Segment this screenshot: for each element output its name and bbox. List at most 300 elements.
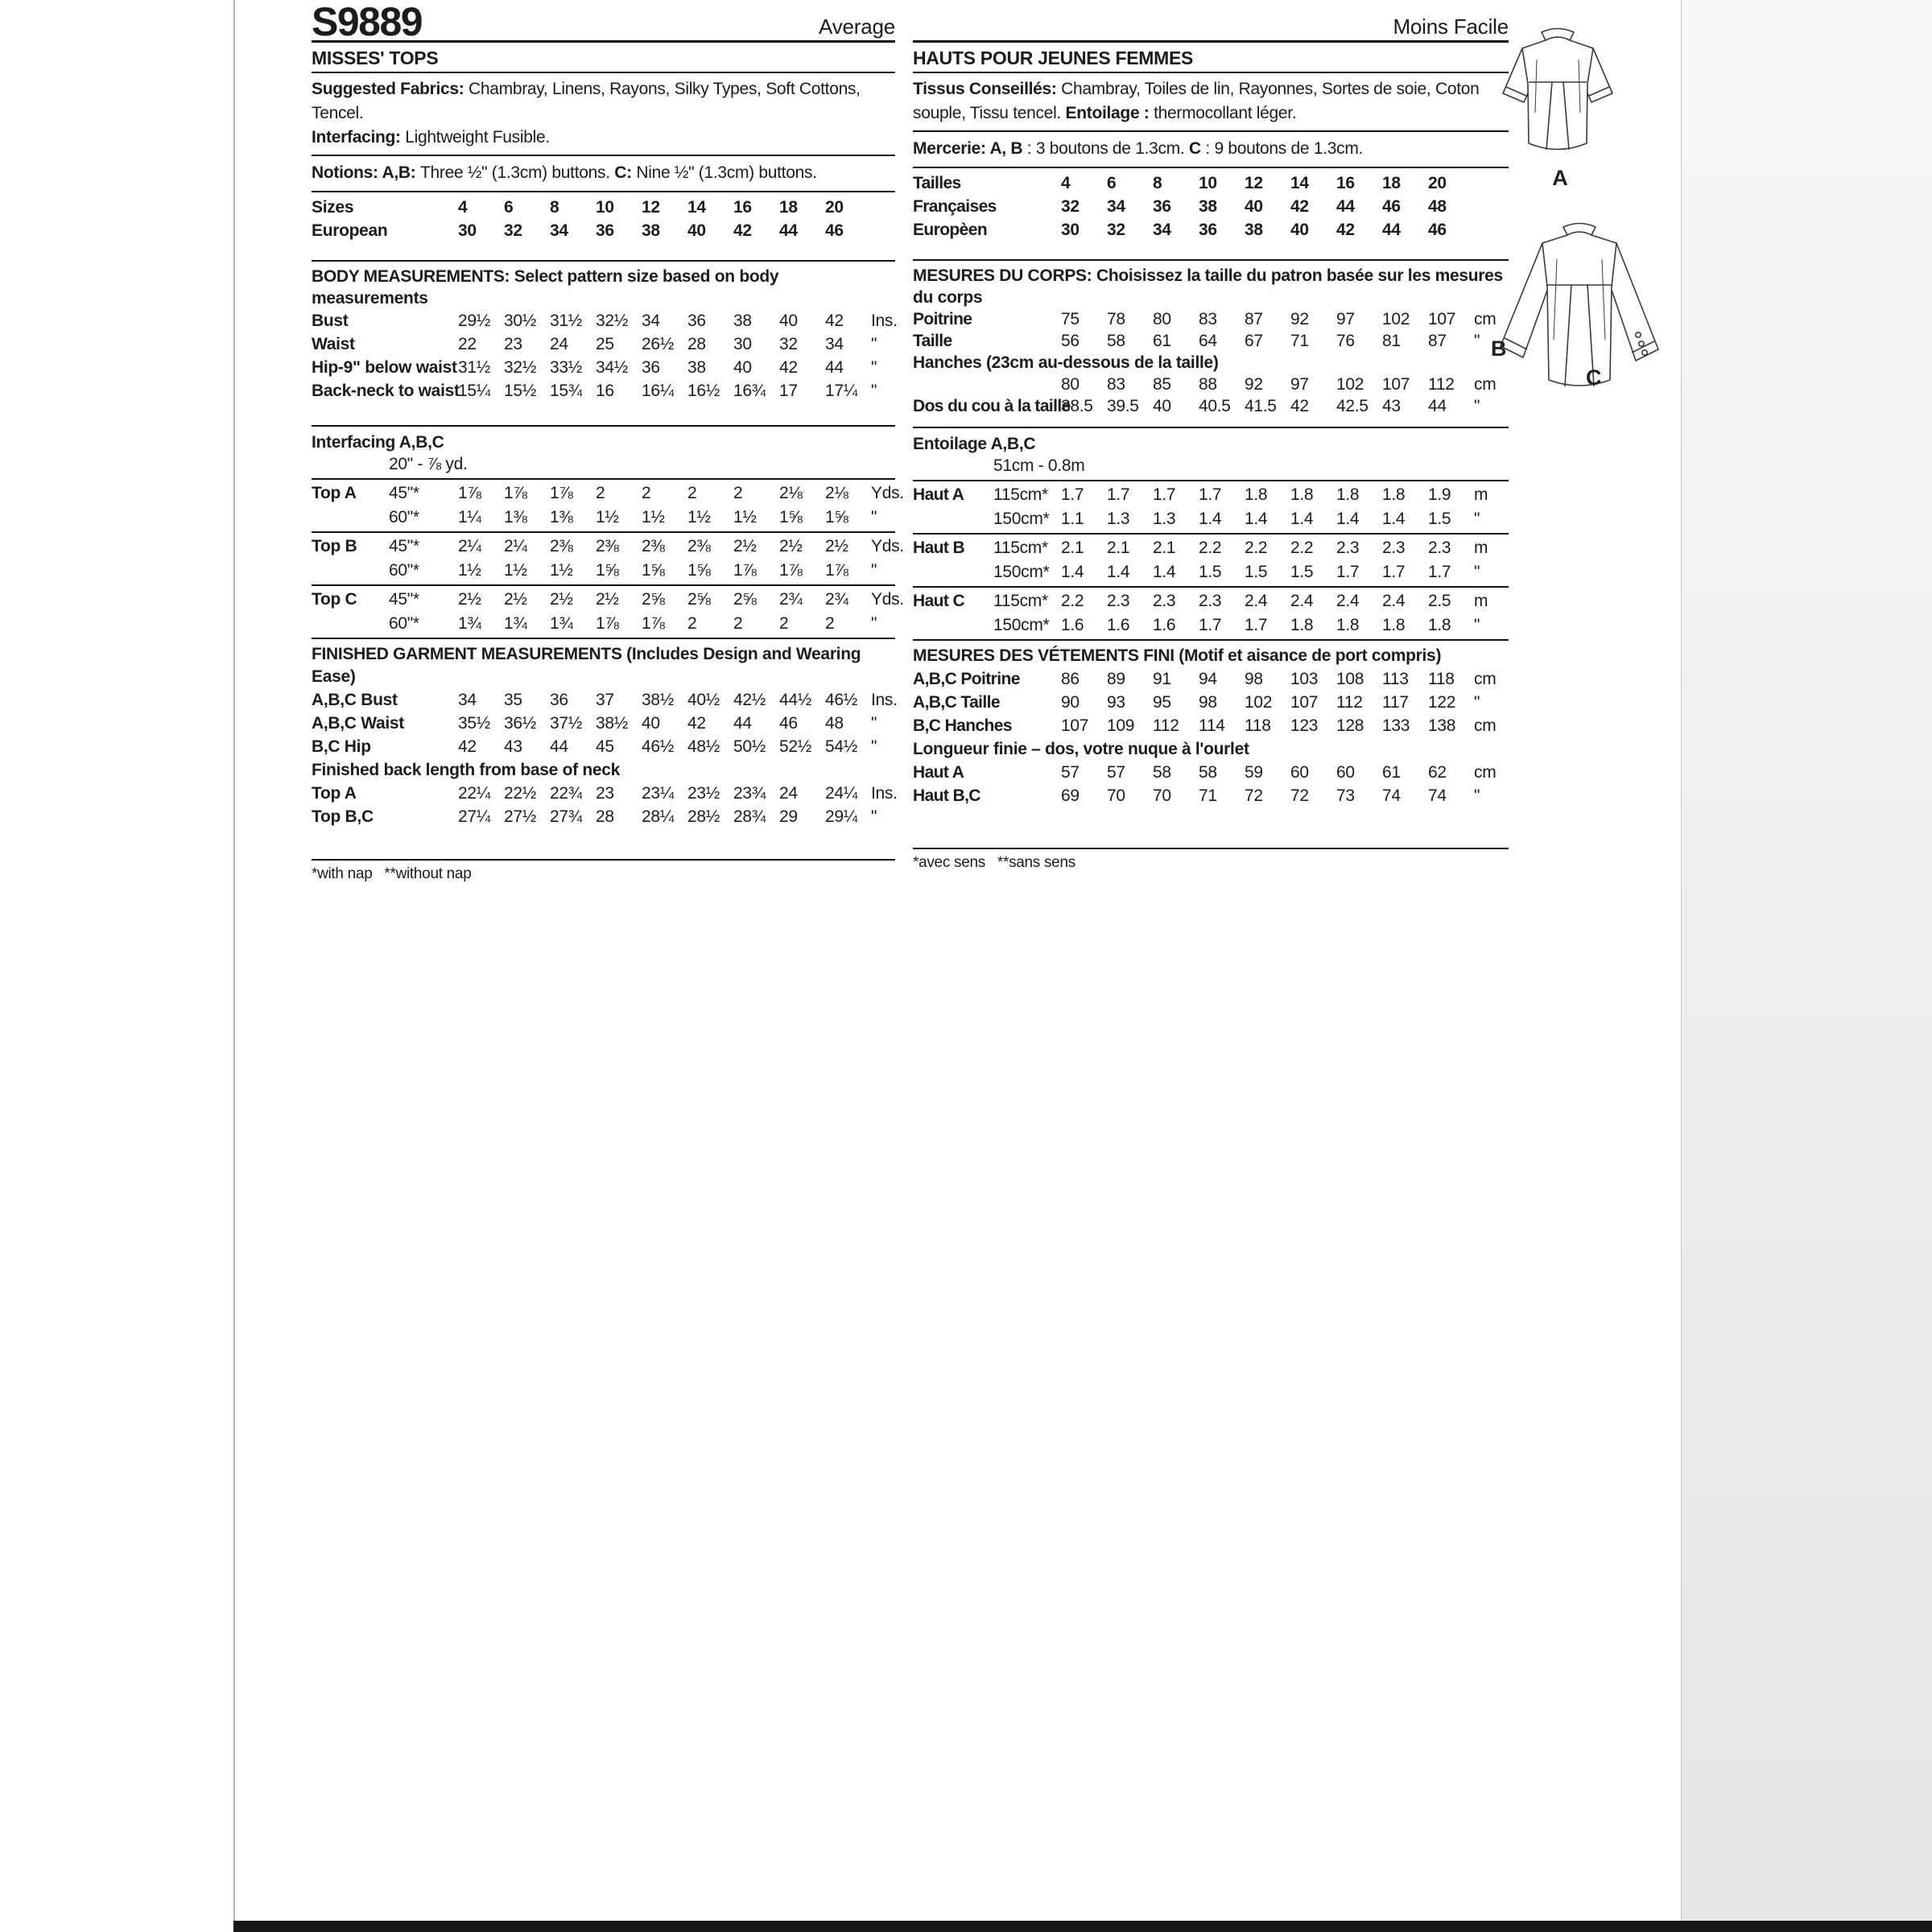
cell-value: 58 (1107, 332, 1125, 350)
cell-value: 61 (1153, 332, 1171, 350)
cell-value: 122 (1428, 693, 1456, 712)
table-row (913, 667, 1509, 691)
cell-value: 1.8 (1428, 616, 1451, 634)
cell-value: 2⅛ (825, 484, 848, 502)
cell-value: 1⅞ (504, 484, 527, 502)
cell-value: 1.6 (1107, 616, 1130, 634)
cell-value: 1⅞ (550, 484, 573, 502)
table-row (312, 379, 895, 402)
cell-value: 38 (1199, 197, 1217, 216)
cell-value: 80 (1061, 375, 1080, 394)
cell-value: 40 (733, 358, 752, 377)
cell-value: 40 (1153, 397, 1171, 415)
cell-value: 60 (1290, 763, 1309, 782)
cell-value: 107 (1428, 310, 1456, 328)
cell-value: 2¾ (825, 590, 848, 609)
interfacing-label: Interfacing: (312, 128, 406, 147)
cell-unit: " (1474, 563, 1480, 581)
cell-value: 1.7 (1199, 485, 1222, 504)
cell-value: 31½ (550, 312, 582, 330)
table-row (312, 196, 895, 219)
row-width-label: 115cm* (993, 485, 1048, 504)
fabrics-block-en (312, 73, 895, 156)
cell-value: 75 (1061, 310, 1080, 328)
cell-value: 2.3 (1336, 539, 1360, 557)
cell-value: 112 (1336, 693, 1363, 712)
cell-value: 30 (458, 221, 477, 240)
tissus-text: Chambray, Toiles de lin, Rayonnes, Sortes de soie, Coton souple, Tissu tencel. (913, 80, 1480, 122)
cell-value: 1.5 (1245, 563, 1268, 581)
cell-value: 71 (1199, 786, 1217, 805)
cell-value: 2.4 (1382, 592, 1406, 610)
cell-value: 42 (825, 312, 844, 330)
sizes-table-fr (913, 168, 1509, 242)
cell-value: 97 (1336, 310, 1355, 328)
cell-value: 1.8 (1382, 485, 1406, 504)
cell-value: 69 (1061, 786, 1080, 805)
cell-value: 2⅜ (642, 537, 665, 555)
body-measurements-title-en: BODY MEASUREMENTS: Select pattern size based on body measurements (312, 267, 779, 308)
cell-value: 67 (1245, 332, 1263, 350)
row-label: Top B,C (312, 807, 374, 826)
cell-value: 1.5 (1199, 563, 1222, 581)
cell-value: 22¾ (550, 784, 582, 803)
row-width-label: 60"* (389, 508, 419, 526)
row-label: A,B,C Waist (312, 714, 404, 733)
table-row (913, 374, 1509, 395)
cell-value: 2⅜ (687, 537, 711, 555)
cell-unit: " (871, 358, 877, 377)
figure-label-b: B (1491, 336, 1507, 361)
body-measurements-table-fr (913, 308, 1509, 417)
cell-value: 1.4 (1199, 510, 1222, 528)
cell-value: 36 (687, 312, 706, 330)
cell-value: 86 (1061, 670, 1080, 688)
garment-view-a-illustration (1493, 23, 1622, 171)
cell-value: 102 (1245, 693, 1273, 712)
page-left-edge-line (233, 0, 235, 1932)
table-row (913, 483, 1509, 507)
cell-value: 1.7 (1428, 563, 1451, 581)
cell-value: 16 (733, 198, 752, 217)
cell-value: 36 (550, 691, 568, 709)
cell-value: 1.7 (1199, 616, 1222, 634)
cell-value: 10 (596, 198, 614, 217)
cell-value: 94 (1199, 670, 1217, 688)
cell-value: 117 (1382, 693, 1409, 712)
cell-value: 22 (458, 335, 477, 353)
entoilage-yield-row-fr (913, 455, 1509, 481)
table-row (312, 612, 895, 636)
cell-value: 32 (779, 335, 798, 353)
cell-value: 38 (1245, 221, 1263, 239)
cell-value: 35½ (458, 714, 490, 733)
cell-unit: " (871, 335, 877, 353)
cell-value: 58 (1153, 763, 1171, 782)
cell-value: 23¼ (642, 784, 674, 803)
cell-value: 46 (825, 221, 844, 240)
cell-unit: " (871, 561, 877, 580)
cell-value: 39.5 (1107, 397, 1139, 415)
cell-value: 32 (1107, 221, 1125, 239)
row-label: B,C Hanches (913, 716, 1012, 735)
cell-value: 58 (1199, 763, 1217, 782)
cell-value: 87 (1428, 332, 1447, 350)
table-row (913, 613, 1509, 638)
cell-value: 118 (1245, 716, 1271, 735)
cell-value: 123 (1290, 716, 1319, 735)
table-row (312, 782, 898, 805)
difficulty-fr: Moins Facile (1393, 14, 1509, 39)
table-row (913, 308, 1509, 330)
back-length-title-en: Finished back length from base of neck (312, 761, 621, 779)
cell-value: 2½ (504, 590, 527, 609)
cell-value: 28 (687, 335, 706, 353)
cell-value: 40 (687, 221, 706, 240)
cell-value: 73 (1336, 786, 1355, 805)
cell-value: 108 (1336, 670, 1364, 688)
fabrics-text: Chambray, Linens, Rayons, Silky Types, Soft Cottons, Tencel. (312, 80, 861, 122)
cell-value: 85 (1153, 375, 1171, 394)
sizes-table-en (312, 192, 895, 242)
cell-value: 2.1 (1153, 539, 1176, 557)
cell-value: 33½ (550, 358, 582, 377)
finished-measurements-title-en: FINISHED GARMENT MEASUREMENTS (Includes Design and Wearing Ease) (312, 645, 861, 686)
cell-value: 29½ (458, 312, 490, 330)
row-width-label: 45"* (389, 537, 419, 555)
cell-value: 50½ (733, 737, 766, 756)
cell-value: 1.3 (1107, 510, 1130, 528)
table-row (312, 453, 895, 477)
cell-value: 1.4 (1153, 563, 1176, 581)
cell-value: 15¼ (458, 382, 490, 400)
cell-value: 23 (504, 335, 522, 353)
interfacing-line (312, 126, 895, 150)
yardage-top-c-en (312, 586, 904, 639)
cell-value: 17 (779, 382, 798, 400)
table-row (913, 330, 1509, 352)
cell-value: 2 (733, 484, 743, 502)
cell-value: 1⅞ (779, 561, 803, 580)
cell-value: 2 (596, 484, 605, 502)
cell-value: 1⅞ (825, 561, 848, 580)
table-row (913, 761, 1509, 784)
cell-value: 42 (1290, 197, 1309, 216)
cell-value: 114 (1199, 716, 1225, 735)
cell-value: 38.5 (1061, 397, 1093, 415)
cell-value: 2.3 (1428, 539, 1451, 557)
cell-value: 87 (1245, 310, 1263, 328)
table-row (312, 356, 895, 379)
row-width-label: 45"* (389, 590, 419, 609)
cell-value: 2½ (458, 590, 481, 609)
row-label: Waist (312, 335, 355, 353)
sens-footnote-fr (913, 848, 1509, 873)
table-row (312, 588, 904, 612)
row-label: Poitrine (913, 310, 972, 328)
cell-value: 16¾ (733, 382, 766, 400)
cell-value: 60 (1336, 763, 1355, 782)
cell-value: 103 (1290, 670, 1319, 688)
table-row (312, 559, 895, 583)
cell-value: 29¼ (825, 807, 857, 826)
finished-length-title-fr: Longueur finie – dos, votre nuque à l'ourlet (913, 740, 1249, 758)
cell-value: 16 (1336, 174, 1355, 192)
cell-value: 2⅜ (596, 537, 619, 555)
cell-value: 15¾ (550, 382, 582, 400)
entoilage-text: thermocollant léger. (1154, 104, 1297, 122)
row-label: Taille (913, 332, 952, 350)
cell-value: 24¼ (825, 784, 857, 803)
cell-value: 6 (1107, 174, 1117, 192)
cell-value: 107 (1382, 375, 1410, 394)
table-row (913, 691, 1509, 714)
cell-value: 2.5 (1428, 592, 1451, 610)
header-en (312, 0, 895, 44)
cell-value: 27¼ (458, 807, 490, 826)
cell-unit: " (871, 614, 877, 633)
table-row (913, 395, 1509, 417)
cell-value: 2⅛ (779, 484, 803, 502)
fabrics-block-fr (913, 73, 1509, 132)
cell-value: 1.8 (1245, 485, 1268, 504)
cell-unit: " (1474, 693, 1480, 712)
cell-value: 36 (596, 221, 614, 240)
cell-value: 1.7 (1061, 485, 1084, 504)
cell-value: 40½ (687, 691, 720, 709)
row-label: Top C (312, 590, 357, 609)
cell-value: 42 (458, 737, 477, 756)
cell-value: 78 (1107, 310, 1125, 328)
cell-value: 1⅜ (504, 508, 527, 526)
cell-value: 30½ (504, 312, 536, 330)
cell-value: 22¼ (458, 784, 490, 803)
cell-unit: Yds. (871, 537, 904, 555)
row-label: Tailles (913, 174, 961, 192)
cell-value: 92 (1290, 310, 1309, 328)
row-label: Haut B (913, 539, 965, 557)
cell-value: 46½ (642, 737, 674, 756)
cell-value: 2.1 (1061, 539, 1084, 557)
suggested-fabrics-line (312, 77, 895, 126)
page-bottom-black-bar (233, 1921, 1932, 1932)
figure-label-c: C (1586, 365, 1602, 390)
cell-value: 14 (1290, 174, 1309, 192)
cell-unit: " (871, 508, 877, 526)
cell-value: 92 (1245, 375, 1263, 394)
cell-value: 1.5 (1428, 510, 1451, 528)
interfacing-yardage-en (312, 425, 904, 639)
row-label: Françaises (913, 197, 997, 216)
finished-measurements-table-en (312, 688, 898, 758)
cell-value: 52½ (779, 737, 811, 756)
cell-value: 109 (1107, 716, 1135, 735)
cell-unit: Ins. (871, 312, 898, 330)
yardage-top-b-en (312, 533, 904, 586)
cell-value: 8 (1153, 174, 1162, 192)
cell-value: 37½ (550, 714, 582, 733)
cell-value: 46 (1428, 221, 1447, 239)
cell-value: 34 (642, 312, 660, 330)
row-label: Dos du cou à la taille (913, 397, 1071, 415)
tissus-label: Tissus Conseillés: (913, 80, 1062, 98)
cell-value: 1.4 (1061, 563, 1084, 581)
top-a-back-view-drawing (1493, 23, 1622, 171)
cell-value: 1½ (458, 561, 481, 580)
cell-unit: Ins. (871, 691, 898, 709)
cell-value: 48½ (687, 737, 720, 756)
cell-value: 2½ (550, 590, 573, 609)
cell-value: 83 (1107, 375, 1125, 394)
cell-value: 26½ (642, 335, 674, 353)
cell-value: 1⅝ (825, 508, 848, 526)
cell-value: 76 (1336, 332, 1355, 350)
cell-value: 48 (1428, 197, 1447, 216)
interfacing-text: Lightweight Fusible. (405, 128, 550, 147)
cell-value: 4 (1061, 174, 1071, 192)
cell-value: 30 (1061, 221, 1080, 239)
cell-unit: m (1474, 485, 1488, 504)
cell-value: 25 (596, 335, 614, 353)
mercerie-line (913, 132, 1509, 168)
cell-unit: " (871, 807, 877, 826)
cell-value: 23¾ (733, 784, 766, 803)
cell-value: 107 (1061, 716, 1089, 735)
row-width-label: 60"* (389, 561, 419, 580)
cell-value: 133 (1382, 716, 1410, 735)
finished-length-table-fr (913, 761, 1509, 807)
cell-value: 12 (1245, 174, 1263, 192)
cell-unit: cm (1474, 375, 1496, 394)
table-row (913, 784, 1509, 807)
cell-value: 2 (687, 484, 697, 502)
cell-value: 38 (642, 221, 660, 240)
cell-value: 128 (1336, 716, 1364, 735)
cell-value: 1⅝ (687, 561, 711, 580)
table-row (312, 735, 895, 758)
cell-value: 1⅜ (550, 508, 573, 526)
nap-footnote-en (312, 859, 895, 884)
table-row (913, 589, 1509, 613)
notions-label-c: C: (614, 163, 637, 182)
cell-value: 44 (825, 358, 844, 377)
cell-value: 2.4 (1336, 592, 1360, 610)
cell-unit: cm (1474, 310, 1496, 328)
table-row (913, 507, 1509, 531)
table-row (312, 535, 904, 559)
cell-value: 42 (779, 358, 798, 377)
cell-unit: " (871, 737, 877, 756)
cell-value: 45 (596, 737, 614, 756)
cell-value: 44 (1382, 221, 1401, 239)
finished-measurements-table-fr (913, 667, 1509, 737)
cell-value: 40.5 (1199, 397, 1231, 415)
cell-value: 34 (1107, 197, 1125, 216)
cell-value: 44½ (779, 691, 811, 709)
cell-value: 2 (642, 484, 651, 502)
cell-value: 61 (1382, 763, 1401, 782)
cell-value: 12 (642, 198, 660, 217)
cell-value: 32 (1061, 197, 1080, 216)
cell-value: 23½ (687, 784, 720, 803)
footnote-text: *with nap **without nap (312, 865, 472, 882)
cell-unit: " (871, 714, 877, 733)
cell-value: 41.5 (1245, 397, 1277, 415)
cell-value: 102 (1382, 310, 1410, 328)
cell-value: 28½ (687, 807, 720, 826)
table-row (312, 481, 904, 506)
cell-value: 70 (1153, 786, 1171, 805)
cell-value: 93 (1107, 693, 1125, 712)
cell-value: 32 (504, 221, 522, 240)
garment-views-b-c-illustration (1483, 219, 1676, 396)
cell-value: 40 (1245, 197, 1263, 216)
table-row: Hanches (23cm au-dessous de la taille) (913, 353, 1219, 372)
cell-value: 2¼ (504, 537, 527, 555)
cell-value: 2.4 (1290, 592, 1314, 610)
back-length-table-en (312, 782, 898, 828)
row-width-label: 150cm* (993, 563, 1050, 581)
cell-value: 74 (1382, 786, 1401, 805)
cell-value: 1.1 (1061, 510, 1084, 528)
cell-value: 43 (504, 737, 522, 756)
cell-value: 102 (1336, 375, 1364, 394)
cell-value: 34 (1153, 221, 1171, 239)
yardage-haut-c-fr (913, 588, 1509, 641)
cell-value: 20 (825, 198, 844, 217)
cell-value: 1½ (687, 508, 711, 526)
cell-value: 2 (779, 614, 789, 633)
cell-value: 2⅝ (733, 590, 757, 609)
interfacing-abc-title-en: Interfacing A,B,C (312, 433, 444, 452)
table-row (913, 171, 1509, 195)
cell-value: 2 (687, 614, 697, 633)
cell-value: 42 (1290, 397, 1309, 415)
cell-unit: cm (1474, 670, 1496, 688)
cell-unit: " (1474, 397, 1480, 415)
cell-value: 1.8 (1336, 616, 1360, 634)
notions-line-en (312, 156, 895, 192)
cell-value: 1¾ (550, 614, 573, 633)
mercerie-label: Mercerie: A, B (913, 139, 1023, 158)
cell-value: 28 (596, 807, 614, 826)
cell-value: 44 (779, 221, 798, 240)
cell-value: 1.8 (1336, 485, 1360, 504)
cell-value: 1.6 (1061, 616, 1084, 634)
cell-value: 88 (1199, 375, 1217, 394)
page-right-edge-shadow (1681, 0, 1932, 1932)
cell-value: 1.7 (1107, 485, 1130, 504)
cell-value: 42 (1336, 221, 1355, 239)
cell-value: 89 (1107, 670, 1125, 688)
row-label: Haut A (913, 485, 964, 504)
cell-value: 1¼ (458, 508, 481, 526)
cell-value: 138 (1428, 716, 1456, 735)
row-label: Haut B,C (913, 786, 980, 805)
cell-value: 1½ (504, 561, 527, 580)
cell-value: 34 (550, 221, 568, 240)
cell-value: 57 (1061, 763, 1080, 782)
cell-value: 18 (779, 198, 798, 217)
cell-value: 44 (550, 737, 568, 756)
cell-unit: " (1474, 616, 1480, 634)
table-row (913, 714, 1509, 737)
row-width-label: 60"* (389, 614, 419, 633)
cell-value: 2⅝ (642, 590, 665, 609)
cell-value: 36 (1199, 221, 1217, 239)
cell-value: 1.7 (1336, 563, 1360, 581)
cell-value: 98 (1245, 670, 1263, 688)
